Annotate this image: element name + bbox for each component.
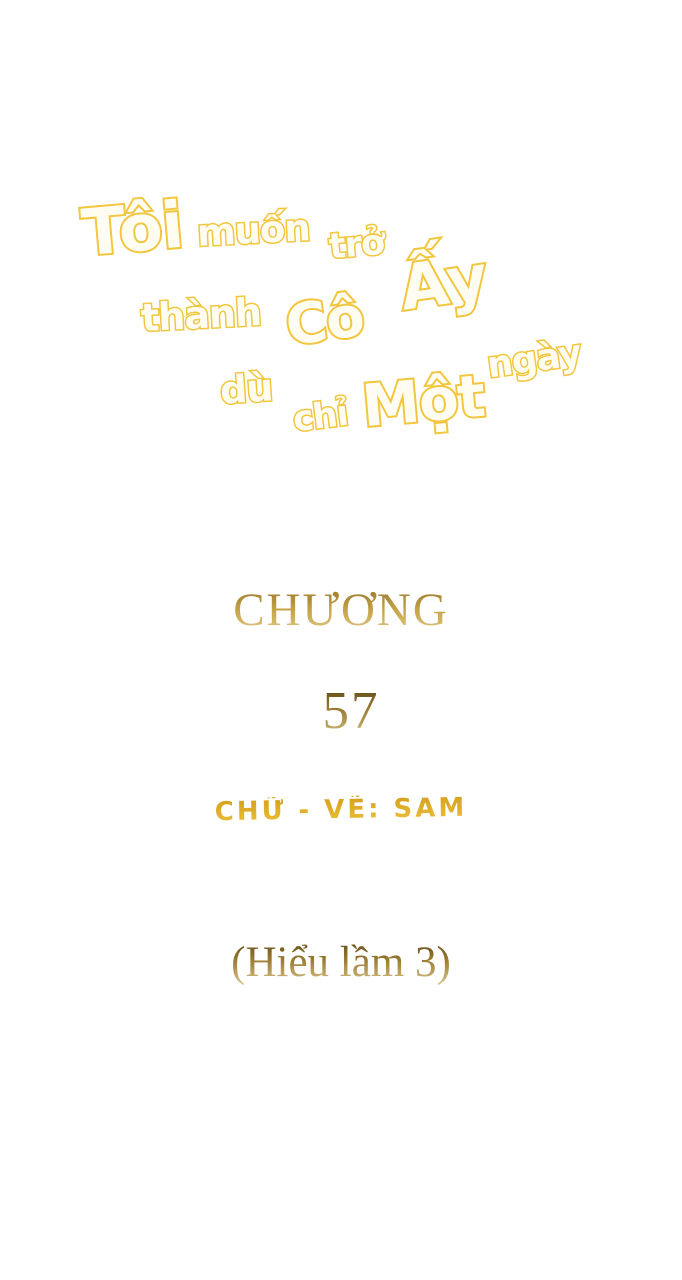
title-word: chỉ [290, 393, 350, 441]
title-word: trở [327, 222, 386, 268]
credits-line: CHỮ - VẼ: SAM [0, 790, 682, 830]
title-word: dù [218, 365, 274, 413]
chapter-label: CHƯƠNG [0, 586, 682, 635]
chapter-number: 57 [10, 684, 682, 740]
title-word: thành [139, 289, 263, 341]
title-word: Cô [281, 283, 368, 360]
title-word: Một [359, 361, 488, 441]
chapter-subtitle: (Hiểu lầm 3) [0, 940, 682, 985]
title-word: Ấy [395, 240, 491, 325]
title-word: muốn [195, 206, 311, 255]
series-title [0, 0, 682, 500]
title-word: ngày [484, 332, 584, 387]
title-word: Tôi [78, 188, 186, 272]
